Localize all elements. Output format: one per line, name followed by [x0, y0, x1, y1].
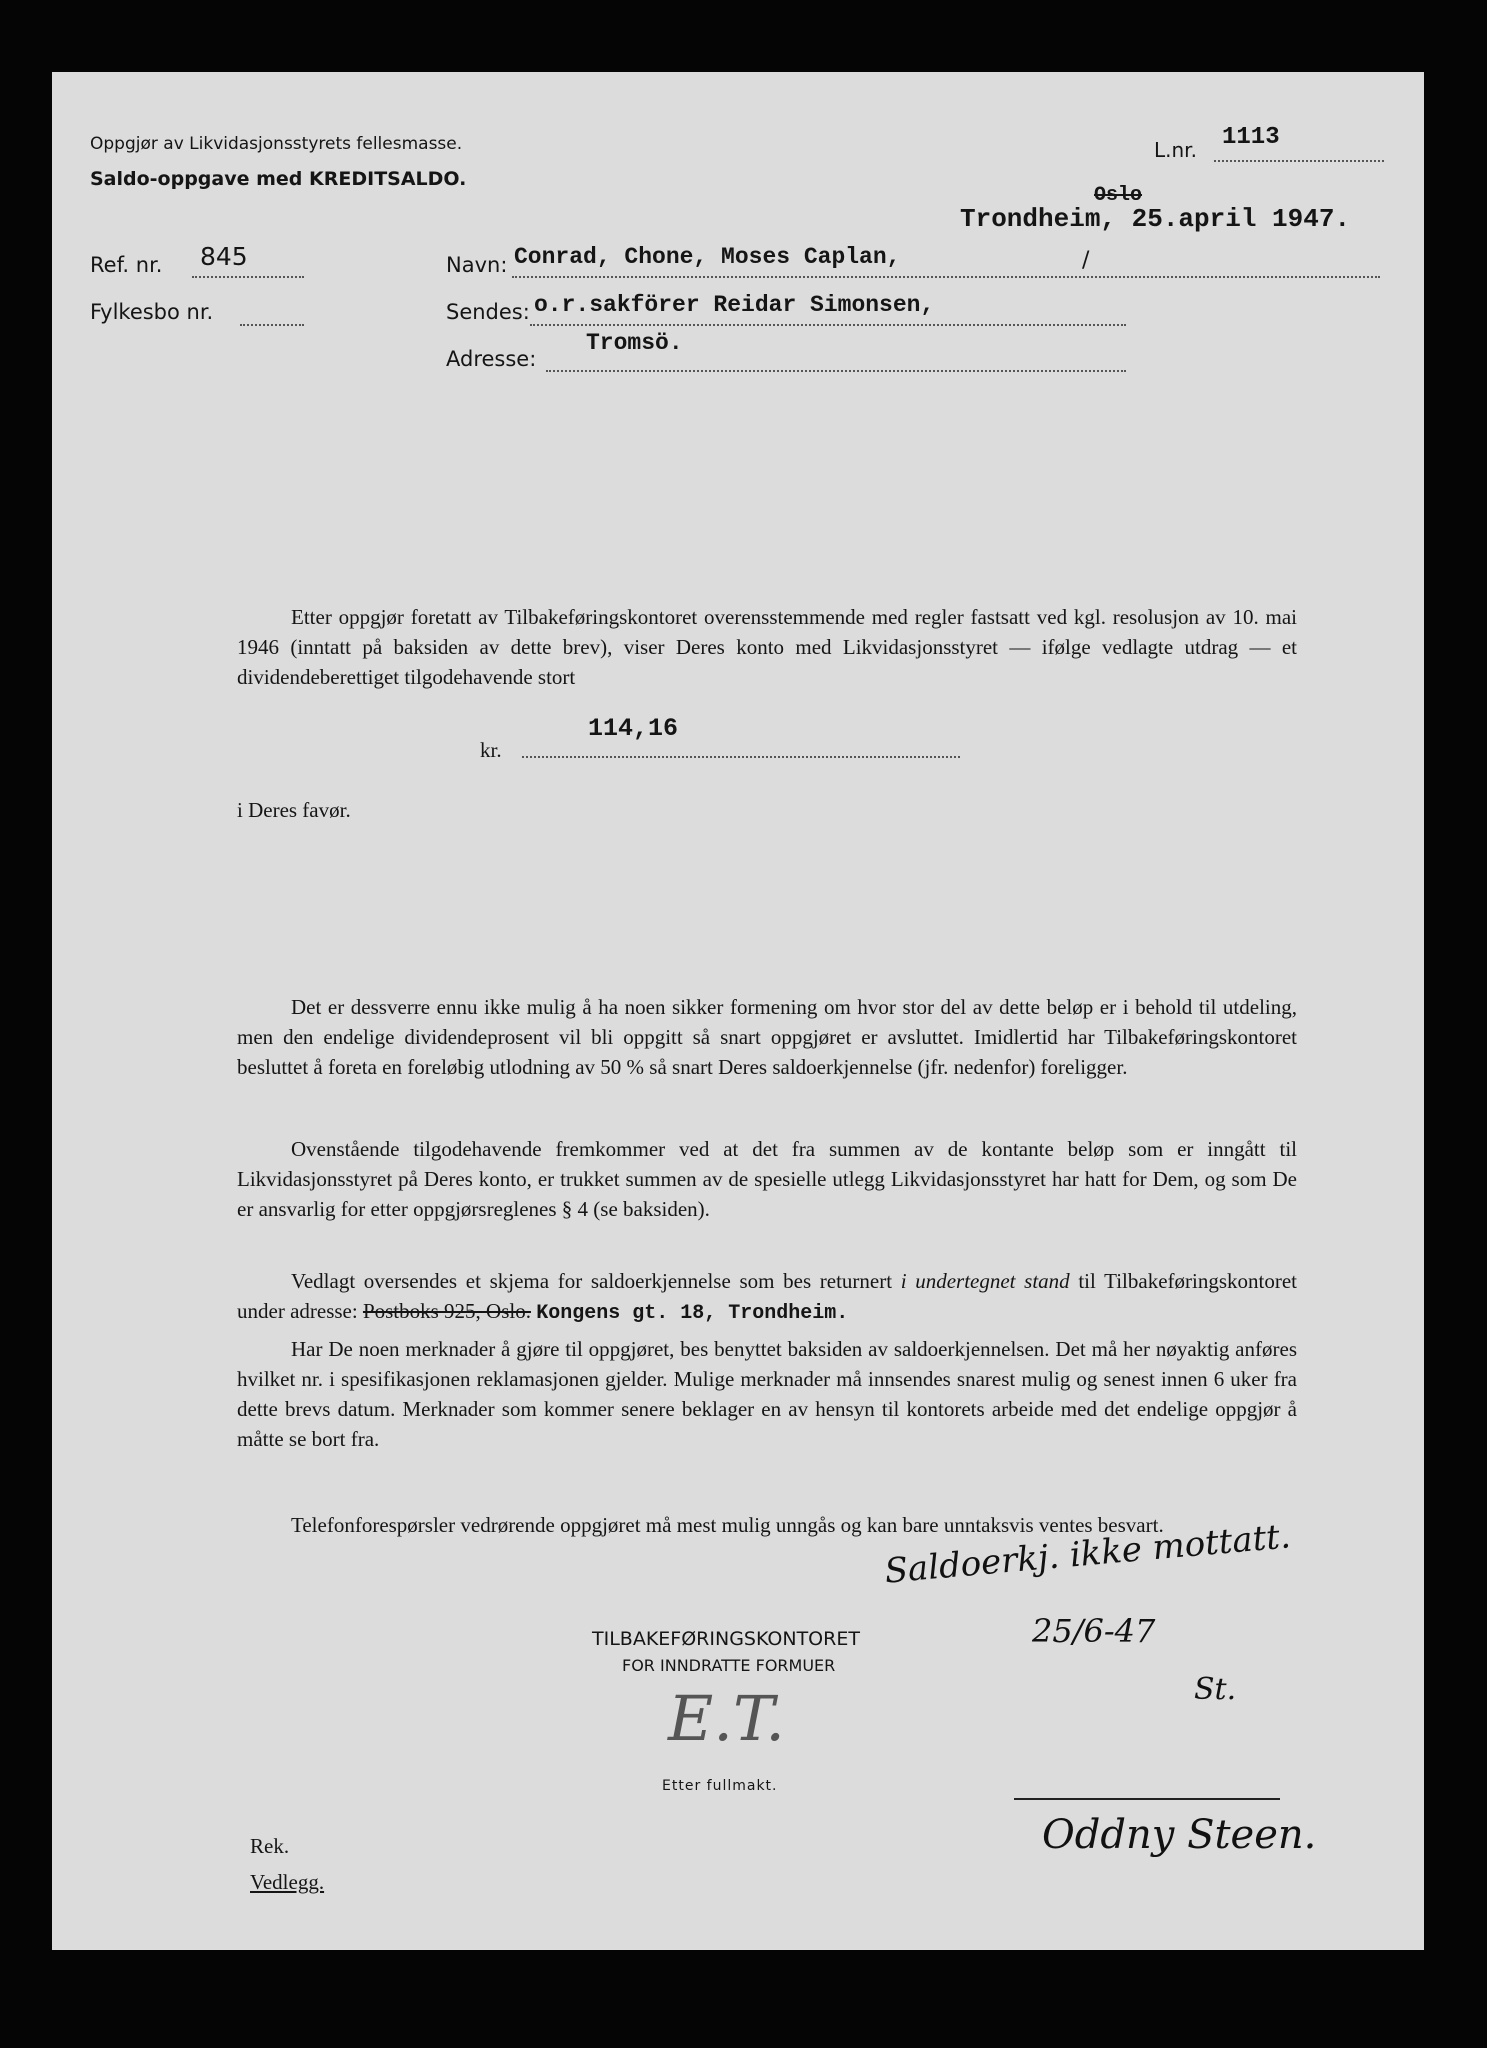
- stamped-initials: E.T.: [668, 1682, 785, 1755]
- document-page: [52, 72, 1424, 1950]
- paragraph-3: Vedlagt oversendes et skjema for saldoerkjennelse som bes returnert i undertegnet stand til Tilbakeføringskontoret under adresse: Postboks 925, Oslo. Kongens gt. 18, Trondheim.: [237, 1269, 1297, 1325]
- by-proxy-line: Etter fullmakt.: [662, 1778, 778, 1794]
- adresse-value: Tromsö.: [586, 330, 683, 356]
- paragraph-5: Telefonforespørsler vedrørende oppgjøret må mest mulig unngås og kan bare unntaksvis ventes besvart.: [291, 1513, 1164, 1537]
- paragraph-1: Det er dessverre ennu ikke mulig å ha noen sikker formening om hvor stor del av dette beløp er i behold til utdeling, men den endelige dividendeprosent vil bli oppgitt så snart oppgjøret er avsluttet. Imidlertid har Tilbakeføringskontoret besluttet å foreta en foreløbig utlodning av 50 % så snart Deres saldoerkjennelse (jfr. nedenfor) foreligger.: [237, 995, 1297, 1079]
- lnr-label: L.nr.: [1154, 138, 1197, 162]
- favor-line: i Deres favør.: [237, 798, 351, 822]
- typed-address: Kongens gt. 18, Trondheim.: [536, 1302, 849, 1325]
- handwritten-initial: St.: [1194, 1672, 1237, 1707]
- undersigned-phrase: i undertegnet stand: [900, 1269, 1070, 1293]
- sendes-label: Sendes:: [446, 300, 530, 324]
- rek-label: Rek.: [250, 1834, 290, 1858]
- intro-paragraph: Etter oppgjør foretatt av Tilbakeføringskontoret overensstemmende med regler fastsatt ved kgl. resolusjon av 10. mai 1946 (inntatt på baksiden av dette brev), viser Deres konto med Likvidasjonsstyret — ifølge vedlagte utdrag — et dividendeberettiget tilgodehavende stort: [237, 605, 1297, 689]
- signature-line: [1014, 1798, 1280, 1800]
- document-title: Saldo-oppgave med KREDITSALDO.: [90, 168, 467, 190]
- amount-value: 114,16: [588, 714, 679, 743]
- struck-address: Postboks 925, Oslo.: [362, 1299, 531, 1323]
- lnr-value: 1113: [1222, 124, 1280, 151]
- navn-dotted-line: [512, 276, 1380, 278]
- adresse-dotted-line: [546, 370, 1126, 372]
- handwritten-signature: Oddny Steen.: [1042, 1812, 1317, 1858]
- place-struck: Oslo: [1094, 184, 1143, 207]
- vedlegg-label: Vedlegg.: [250, 1870, 325, 1894]
- paragraph-2: Ovenstående tilgodehavende fremkommer ved at det fra summen av de kontante beløp som er inngått til Likvidasjonsstyret på Deres konto, er trukket summen av de spesielle utlegg Likvidasjonsstyret har hatt for Dem, og som De er ansvarlig for etter oppgjørsreglenes § 4 (se baksiden).: [237, 1137, 1297, 1221]
- adresse-label: Adresse:: [446, 347, 537, 371]
- navn-slash-mark: /: [1082, 248, 1090, 273]
- office-subtitle: FOR INNDRATTE FORMUER: [622, 1656, 836, 1675]
- navn-value: Conrad, Chone, Moses Caplan,: [514, 244, 901, 270]
- place-date: Trondheim, 25.april 1947.: [960, 204, 1351, 234]
- paragraph-4: Har De noen merknader å gjøre til oppgjøret, bes benyttet baksiden av saldoerkjennelsen. Det må her nøyaktig anføres hvilket nr. i spesifikasjonen reklamasjonen gjelder. Mulige merknader må innsendes snarest mulig og senest innen 6 uker fra dette brevs datum. Merknader som kommer senere beklager en av hensyn til kontorets arbeide med det endelige oppgjør å måtte se bort fra.: [237, 1337, 1297, 1451]
- ref-label: Ref. nr.: [90, 253, 163, 277]
- amount-dotted-line: [522, 756, 960, 758]
- fylkesbo-label: Fylkesbo nr.: [90, 300, 214, 324]
- office-name: TILBAKEFØRINGSKONTORET: [592, 1628, 860, 1650]
- sendes-value: o.r.sakförer Reidar Simonsen,: [534, 292, 935, 318]
- fylkesbo-dotted-line: [240, 324, 304, 326]
- kr-label: kr.: [480, 738, 502, 762]
- lnr-dotted-line: [1214, 160, 1384, 162]
- handwritten-date: 25/6-47: [1032, 1612, 1156, 1650]
- ref-dotted-line: [192, 276, 304, 278]
- org-line: Oppgjør av Likvidasjonsstyrets fellesmasse.: [90, 134, 463, 154]
- handwritten-note: Saldoerkj. ikke mottatt.: [883, 1516, 1293, 1592]
- navn-label: Navn:: [446, 253, 508, 277]
- sendes-dotted-line: [530, 324, 1126, 326]
- ref-value: 845: [200, 242, 248, 271]
